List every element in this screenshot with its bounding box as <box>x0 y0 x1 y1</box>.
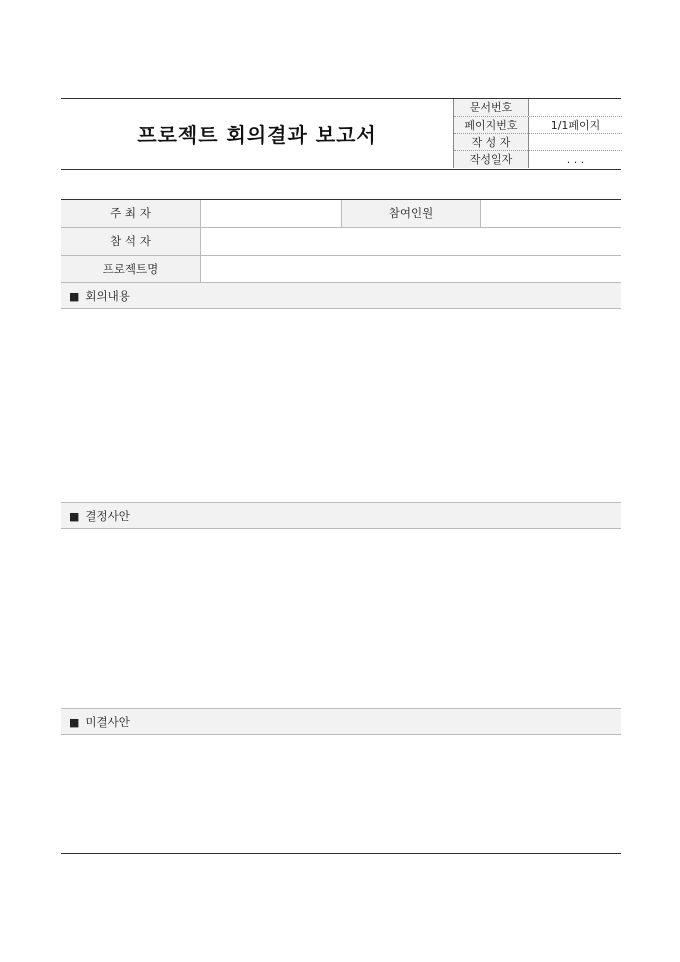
report-header <box>61 98 621 170</box>
meta-label: 페이지번호 <box>454 117 529 134</box>
attendees-field[interactable] <box>201 228 621 255</box>
meta-label: 작성일자 <box>454 151 529 168</box>
project-field[interactable] <box>201 256 621 283</box>
meta-value-field[interactable]: . . . <box>566 153 585 166</box>
document-title: 프로젝트 회의결과 보고서 <box>137 123 377 147</box>
attendees-label: 참 석 자 <box>61 228 201 255</box>
host-field[interactable] <box>201 200 342 227</box>
info-row-attendees <box>61 228 621 256</box>
info-row-host <box>61 200 621 228</box>
section-title: 결정사안 <box>85 509 130 523</box>
bottom-divider <box>61 853 621 854</box>
square-bullet-icon: ■ <box>69 290 80 303</box>
section-header-meeting-content <box>61 282 621 309</box>
square-bullet-icon: ■ <box>69 716 80 729</box>
meta-row-author <box>454 133 622 151</box>
meeting-content-area[interactable] <box>61 309 621 502</box>
meta-value-field[interactable]: 1/1페이지 <box>550 119 601 132</box>
document-meta-table <box>453 99 622 168</box>
participants-count-label: 참여인원 <box>342 200 481 227</box>
section-title: 미결사안 <box>85 715 130 729</box>
section-header-pending <box>61 708 621 735</box>
meta-row-doc-number <box>454 99 622 116</box>
square-bullet-icon: ■ <box>69 510 80 523</box>
meta-value-field[interactable] <box>529 134 622 151</box>
meta-row-page-number <box>454 116 622 134</box>
pending-area[interactable] <box>61 735 621 852</box>
project-label: 프로젝트명 <box>61 256 201 283</box>
meta-row-date <box>454 150 622 168</box>
decisions-area[interactable] <box>61 529 621 708</box>
participants-count-field[interactable] <box>481 200 621 227</box>
meta-value-field[interactable] <box>529 99 622 116</box>
host-label: 주 최 자 <box>61 200 201 227</box>
meta-label: 문서번호 <box>454 99 529 116</box>
section-header-decisions <box>61 502 621 529</box>
section-title: 회의내용 <box>85 289 130 303</box>
meta-label: 작 성 자 <box>454 134 529 151</box>
meeting-info-table <box>61 199 621 284</box>
info-row-project <box>61 256 621 284</box>
